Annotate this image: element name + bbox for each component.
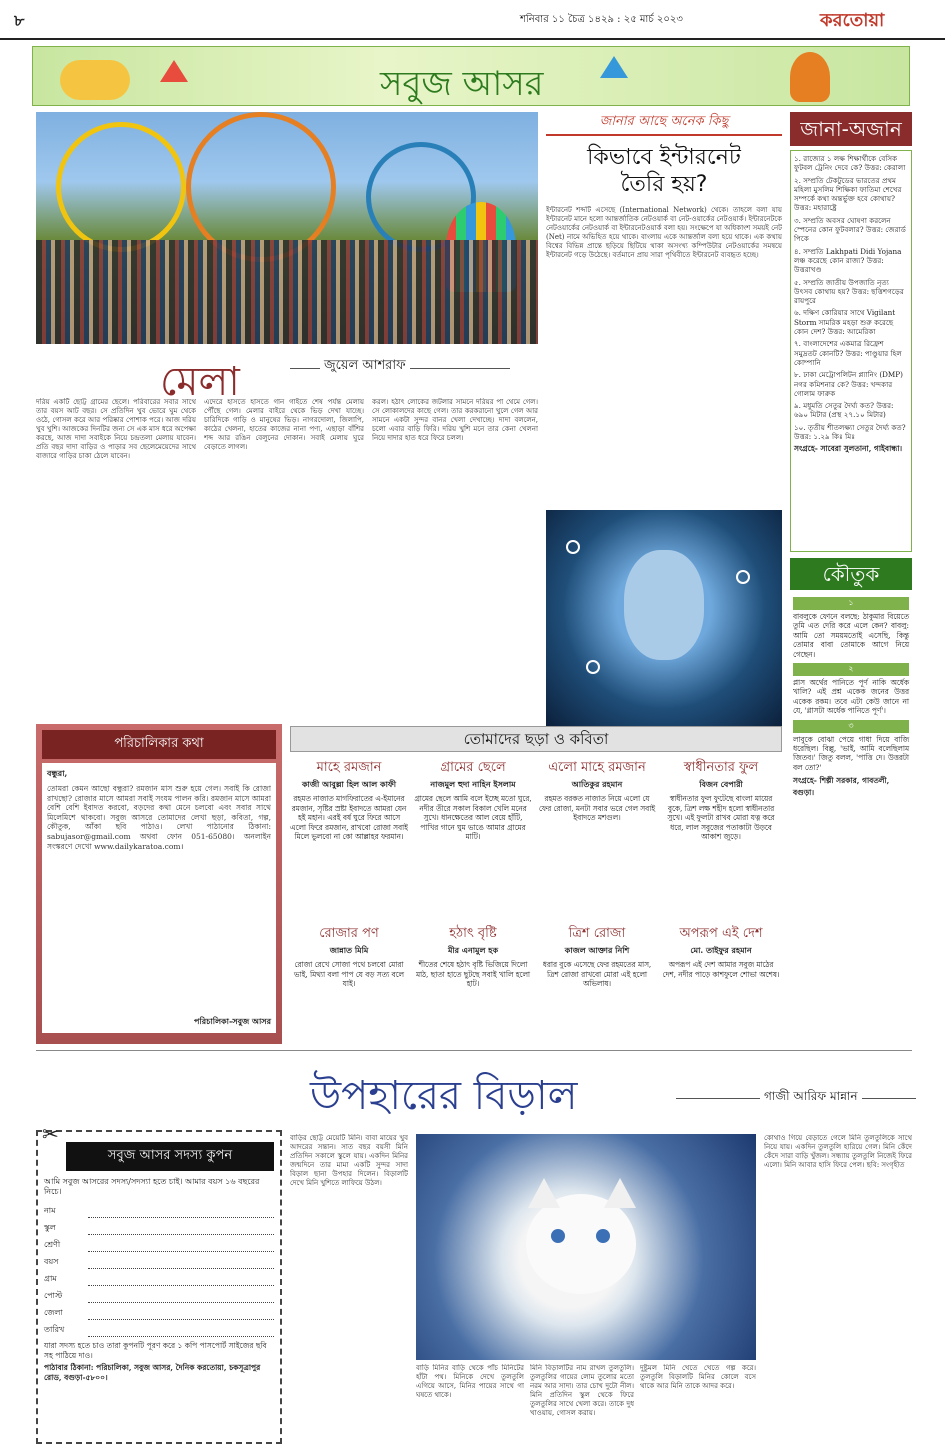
jokes-list bbox=[793, 597, 909, 772]
cartoon-child-icon bbox=[790, 52, 830, 102]
poem-body: অপরূপ এই দেশ আমার সবুজ মাঠের দেশ, নদীর পাড়ে কাশফুলে শোভা অশেষ। bbox=[662, 960, 780, 979]
article-kicker: জানার আছে অনেক কিছু bbox=[546, 112, 782, 136]
poem-author: কাজী আবুল্লা হিল আল কাফী bbox=[301, 779, 397, 789]
coupon-field[interactable] bbox=[44, 1320, 274, 1337]
editor-text-area bbox=[42, 763, 276, 1033]
poem-title: গ্রামের ছেলে bbox=[440, 760, 506, 775]
coupon-field-line[interactable] bbox=[88, 1310, 274, 1320]
coupon-field[interactable] bbox=[44, 1235, 274, 1252]
fair-photo bbox=[36, 112, 538, 344]
editor-sign: পরিচালিকা-সবুজ আসর bbox=[194, 1016, 271, 1026]
poem bbox=[538, 758, 656, 918]
story-title: মেলা bbox=[160, 359, 240, 405]
story-title: উপহারের বিড়াল bbox=[310, 1073, 578, 1119]
joke-text: লাবুকে বোঝা পেয়ে গাধা দিয়ে বাজি ধরেছিল। বিল্লু, 'ভাই, আমি বলেছিলাম জিতব।' জিতু বলল, 'পাত্তি দে। উত্তরটা বল তো?' bbox=[793, 734, 909, 772]
poem-title: মাহে রমজান bbox=[316, 760, 382, 775]
poem bbox=[290, 924, 408, 1044]
story-author: গাজী আরিফ মান্নান bbox=[760, 1088, 862, 1108]
page-number: ৮ bbox=[14, 11, 25, 30]
quiz-item: ১০. তৃতীয় শীতলক্ষ্যা সেতুর দৈর্ঘ্য কত? উত্তর: ১.২৯ কিঃ মিঃ bbox=[794, 422, 906, 442]
poem-author: নাজমুল হুদা নাহিন ইসলাম bbox=[430, 779, 516, 789]
jokes-box bbox=[790, 594, 912, 1042]
coupon-field-line[interactable] bbox=[88, 1327, 274, 1337]
dateline: শনিবার ১১ চৈত্র ১৪২৯ : ২৫ মার্চ ২০২৩ bbox=[520, 14, 683, 25]
poem-title: এলো মাহে রমজান bbox=[548, 760, 646, 775]
quiz-title: জানা-অজান bbox=[790, 112, 912, 146]
poem-title: রোজার পণ bbox=[319, 926, 379, 941]
joke-text: বাবলুকে ফোনে বলছে: ঠাকুমার বিয়েতে তুমি এত দেরি করে এলে কেন? বাবলু: আমি তো সময়মতোই এসেছি, কিন্তু তোমার বাবা তোমাকে আগে নিয়ে গেছেন। bbox=[793, 612, 909, 659]
poem-body: স্বাধীনতার ফুল ফুটেছে বাংলা মায়ের বুকে, ত্রিশ লক্ষ শহীদ হলো স্বাধীনতার সুখে। এই ফুলটা রাখব মোরা যত্ন করে ধরে, লাল সবুজের পতাকাটা উড়বে আকাশ জুড়ে। bbox=[667, 794, 775, 842]
poem-author: আতিকুর রহমান bbox=[571, 779, 623, 789]
editor-salutation: বন্ধুরা, bbox=[47, 768, 68, 778]
banner-title: সবুজ আসর bbox=[380, 64, 544, 104]
top-bar bbox=[0, 0, 945, 40]
poem-author: মো. তাইফুর রহমান bbox=[690, 945, 752, 955]
article-body: ইন্টারনেট শব্দটি এসেছে (International Network) থেকে। তাহলে বলা যায় ইন্টারনেট মানে হলো আন্তর্জাতিক নেটওয়ার্ক বা নেট-ওয়ার্কের নেটওয়ার্ক। ইন্টারনেটকে নেটওয়ার্কের নেটওয়ার্ক বা ইন্টারনেটওয়ার্ক বলা হয়। সংক্ষেপে যা অধিকাংশ সময়ই নেট (Net) নামে অভিহিত হয়ে থাকে। বাংলায় একে আন্তর্জাল বলা হয়ে থাকে। এক কথায় বিশ্বের বিভিন্ন প্রান্তে ছড়িয়ে ছিটিয়ে থাকা অসংখ্য কম্পিউটার নেটওয়ার্কের সমন্বয়ে ইন্টারনেট গড়ে উঠেছে। বর্তমানে প্রায় সারা পৃথিবীতে ইন্টারনেট ব্যবহৃত হচ্ছে। bbox=[546, 206, 782, 259]
story-column: বাড়ি মিনির বাড়ি থেকে পাঁচ মিনিটের হাঁটা পথ। মিনিকে দেখে তুলতুলি এগিয়ে আসে, মিনির পায়ের সাথে গা ঘষতে থাকে। bbox=[416, 1364, 524, 1399]
coupon-field-line[interactable] bbox=[88, 1276, 274, 1286]
story-column: করল। হঠাৎ লোকের জটলার সামনে দরিয়র পা থেমে গেল। সে লোকালদের কাছে গেল। তার করকরানো খুলে গেল আর সামনে একটা সুন্দর বানর খেলা দেখাচ্ছে। দাদা বললেন, চলো এবার বাড়ি ফিরি। দরিয় খুশি মনে তার কেনা খেলনা নিয়ে দাদার হাত ধরে ফিরে চলল। bbox=[372, 398, 538, 442]
quiz-box bbox=[790, 150, 912, 552]
quiz-item: ৮. ঢাকা মেট্রোপলিটন প্ল্যানিং (DMP) নগর কমিশনার কে? উত্তর: খন্দকার গোলাম ফারুক bbox=[794, 370, 903, 398]
coupon-field[interactable] bbox=[44, 1218, 274, 1235]
poem-title: স্বাধীনতার ফুল bbox=[683, 760, 759, 775]
joke-item bbox=[793, 663, 909, 716]
quiz-item: ৪. সম্প্রতি Lakhpati Didi Yojana লঞ্চ করেছে কোন রাজ্য? উত্তর: উত্তরাখণ্ড bbox=[794, 246, 902, 275]
coupon-field-label: গ্রাম bbox=[44, 1274, 57, 1283]
quiz-item: ৫. সম্প্রতি জাতীয় উপজাতি নৃত্য উৎসব কোথায় হয়? উত্তর: ছত্তিশগড়ের রায়পুরে bbox=[794, 277, 904, 306]
coupon-note: যারা সদস্য হতে চাও তারা কুপনটি পূরণ করে ১ কপি পাসপোর্ট সাইজের ছবি সহ পাঠিয়ে দাও। bbox=[44, 1341, 267, 1360]
poem-body: ধরার বুকে এসেছে ফের রহমতের মাস, ত্রিশ রোজা রাখবো মোরা এই হলো অভিলাষ। bbox=[542, 960, 652, 989]
coupon-fields bbox=[44, 1201, 274, 1337]
poem bbox=[414, 924, 532, 1044]
story-column: কোথাও গিয়ে বেড়াতে গেলে মিনি তুলতুলিকে সাথে নিয়ে যায়। একদিন তুলতুলি হারিয়ে গেল। মিনি কেঁদে কেঁদে সারা বাড়ি খুঁজল। সন্ধ্যায় তুলতুলি নিজেই ফিরে এলো। মিনি আবার হাসি ফিরে পেল। ছবি: সংগৃহীত bbox=[764, 1134, 912, 1169]
coupon-field-label: জেলা bbox=[44, 1308, 63, 1317]
joke-item bbox=[793, 720, 909, 773]
poem-author: বিজন বেপারী bbox=[699, 779, 743, 789]
coupon-field-label: শ্রেণী bbox=[44, 1240, 61, 1249]
poem bbox=[662, 758, 780, 918]
story-column: দুষ্টুমল মিনি খেতে খেতে গল্প করে। তুলতুলি বিড়ালটি মিনির কোলে বসে থাকে আর মিনি তাকে আদর করে। bbox=[640, 1364, 756, 1390]
scissors-icon: ✂ bbox=[42, 1122, 59, 1146]
poem-body: রোজা রেখে সোজা পথে চলবো মোরা ভাই, মিথ্যা বলা পাপ যে বড় সত্য বলে যাই। bbox=[294, 960, 404, 989]
joke-number: ১ bbox=[793, 597, 909, 610]
poem bbox=[290, 758, 408, 918]
coupon-field-line[interactable] bbox=[88, 1208, 274, 1218]
coupon-field-label: নাম bbox=[44, 1206, 56, 1215]
coupon-field[interactable] bbox=[44, 1286, 274, 1303]
member-coupon bbox=[36, 1122, 282, 1444]
coupon-field-line[interactable] bbox=[88, 1225, 274, 1235]
coupon-address: পাঠাবার ঠিকানা: পরিচালিকা, সবুজ আসর, দৈনিক করতোয়া, চকসূত্রাপুর রোড, বগুড়া-৫৮০০। bbox=[44, 1363, 261, 1382]
poem-author: মীর এনামুল হক bbox=[447, 945, 499, 955]
story-column: বাড়ির ছোট্ট মেয়েটি মিনি। বাবা মায়ের খুব আদরের সন্তান। সাত বছর বয়সী মিনি প্রতিদিন সকালে স্কুলে যায়। একদিন মিনির জন্মদিনে তার মামা একটি সুন্দর সাদা বিড়াল ছানা উপহার দিলেন। বিড়ালটি দেখে মিনি খুশিতে লাফিয়ে উঠল। bbox=[290, 1134, 408, 1187]
poems-header: তোমাদের ছড়া ও কবিতা bbox=[290, 726, 782, 752]
coupon-field[interactable] bbox=[44, 1201, 274, 1218]
coupon-intro: আমি সবুজ আসরের সদস্য/সদস্যা হতে চাই। আমার বয়স ১৬ বছরের নিচে। bbox=[44, 1177, 260, 1196]
coupon-field[interactable] bbox=[44, 1303, 274, 1320]
joke-number: ৩ bbox=[793, 720, 909, 733]
poem bbox=[414, 758, 532, 918]
poem-author: কাজল আক্তার নিশি bbox=[564, 945, 630, 955]
quiz-item: ৯. মধুমতি সেতুর দৈর্ঘ্য কত? উত্তর: ৬৯০ মিটার (প্রস্থ ২৭.১০ মিটার) bbox=[794, 401, 894, 420]
poem-title: ত্রিশ রোজা bbox=[568, 926, 626, 941]
jokes-credit: সংগ্রহে- শিল্পী সরকার, গাবতলী, বগুড়া। bbox=[793, 776, 890, 798]
coupon-field-label: তারিখ bbox=[44, 1325, 65, 1334]
poem-body: রহমত বরকত নাজাত নিয়ে এলো যে ফের রোজা, মনটা সবার ভরে গেল সবাই ইবাদতে মশগুল। bbox=[538, 794, 656, 823]
joke-number: ২ bbox=[793, 663, 909, 676]
story-column: দরিয় একটি ছোট্ট গ্রামের ছেলে। পরিবারের সবার সাথে তার বয়স আট বছর। সে প্রতিদিন খুব ভোরে ঘুম থেকে ওঠে, গোসল করে আর পরিষ্কার পোশাক পরে। আজ দরিয় খুব খুশি। আজকের দিনটির জন্য সে এক মাস ধরে অপেক্ষা করছে, আজ দাদা সবাইকে নিয়ে চন্দ্রতলা মেলায় যাবেন। প্রতি বছর দাদা বাড়ির ও পাড়ার সব ছেলেমেয়েদের সাথে বাজারে গাড়ির চাকা ঠেলে যাবেন। bbox=[36, 398, 196, 460]
coupon-title: সবুজ আসর সদস্য কুপন bbox=[66, 1142, 274, 1171]
article-title bbox=[546, 144, 782, 198]
poem bbox=[662, 924, 780, 1044]
poem-body: শীতের শেষে হঠাৎ বৃষ্টি ভিজিয়ে দিলো মাঠ, ছাতা হাতে ছুটছে সবাই খালি হলো হাট। bbox=[415, 960, 531, 989]
poem-author: জান্নাত মিমি bbox=[329, 945, 369, 955]
coupon-field-line[interactable] bbox=[88, 1242, 274, 1252]
quiz-item: ২. সম্প্রতি টেকটুডের ভারতের প্রথম মহিলা মুসলিম শিক্ষিকা ফাতিমা শেখের সম্পর্কে কথা অন্তর্ভুক্ত হবে কোথায়? উত্তর: মহারাষ্ট্রে bbox=[794, 175, 902, 213]
poem-title: হঠাৎ বৃষ্টি bbox=[449, 926, 497, 941]
quiz-item: ৬. দক্ষিণ কোরিয়ার সাথে Vigilant Storm সামরিক মহড়া শুরু করেছে কোন দেশ? উত্তর: আমেরিকা bbox=[794, 308, 896, 337]
quiz-item: ১. রাজ্যের ১ লক্ষ শিক্ষার্থীকে বেসিক ফুটবল ট্রেনিং দেবে কে? উত্তর: কেরালা bbox=[794, 154, 906, 173]
coupon-field[interactable] bbox=[44, 1252, 274, 1269]
coupon-field-line[interactable] bbox=[88, 1293, 274, 1303]
jokes-title: কৌতুক bbox=[790, 558, 912, 590]
coupon-field-label: স্কুল bbox=[44, 1223, 56, 1232]
editor-body: তোমরা কেমন আছো বন্ধুরা? রমজান মাস শুরু হয়ে গেল। সবাই কি রোজা রাখছো? রোজার মাসে আমরা সবাই সংযম পালন করি। রমজান মাসে আমরা বেশি বেশি ইবাদত করবো, বড়দের কথা মেনে চলবো এবং সবার সাথে মিলেমিশে থাকবো। সবুজ আসরে তোমাদের লেখা ছড়া, কবিতা, গল্প, কৌতুক, আঁকা ছবি পাঠাও। লেখা পাঠানোর ঠিকানা: sabujasor@gmail.com অথবা ফোন 051-65080। অনলাইন সংস্করণে দেখো www.dailykaratoa.com। bbox=[47, 784, 271, 851]
quiz-credit: সংগ্রহে- সাবেরা সুলতানা, গাইবান্ধা। bbox=[794, 444, 903, 454]
joke-item bbox=[793, 597, 909, 659]
poem-body: গ্রামের ছেলে আমি বলে ইচ্ছে মতো ঘুরে, নদীর তীরে সকাল বিকাল খেলি মনের সুখে। ধানক্ষেতের আল বেয়ে হাঁটি, পাখির গানে ঘুম ভাঙে আমার গ্রামের মাটি। bbox=[414, 794, 532, 842]
kite-icon bbox=[160, 60, 188, 82]
kite-icon bbox=[600, 56, 628, 78]
article-title-line: কিভাবে ইন্টারনেট bbox=[587, 145, 741, 170]
quiz-item: ৭. বাংলাদেশের একমাত্র রিফ্রেশ সমুদ্রতট কোনটি? উত্তর: পাণ্ডুয়ার হিল কোম্পানি bbox=[794, 339, 902, 367]
kitten-photo bbox=[416, 1134, 756, 1360]
coupon-field-label: বয়স bbox=[44, 1257, 59, 1266]
quiz-list bbox=[794, 154, 908, 441]
poems-area bbox=[290, 758, 782, 1046]
joke-text: প্লাস অর্থের পানিতে পূর্ণ নাকি অর্ধেক খালি? এই প্রশ্ন একেক জনের উত্তর একেক রকম। তবে এটা কেউ জানে না যে, 'গ্লাসটা অর্ধেক পানিতে পূর্ণ'। bbox=[793, 678, 909, 716]
story-column: এদেরে হাসতে হাসতে গান গাইতে শেষ পর্যন্ত মেলায় পৌঁছে গেল। মেলার বাইরে থেকে ভিড় দেখা যাচ্ছে। চারিদিকে গাড়ি ও মানুষের ভিড়। নাগরদোলা, জিলাপি, কাঠের খেলনা, হাতের কাজের নানা পণ্য, এছাড়া বাঁশির শব্দ আর রঙিন বেলুনের দোকান। সবাই মেলায় ঘুরে বেড়াতে লাগল। bbox=[204, 398, 364, 451]
logo: করতোয়া bbox=[820, 10, 885, 31]
coupon-field-line[interactable] bbox=[88, 1259, 274, 1269]
cartoon-kids-icon bbox=[60, 60, 130, 100]
editor-title: পরিচালিকার কথা bbox=[42, 730, 276, 759]
coupon-field[interactable] bbox=[44, 1269, 274, 1286]
poem-body: রহমত নাজাত মাগফিরাতের এ-ইমানের রমজান, সৃষ্টির স্রষ্টা ইবাদতে আমরা যেন হই মহান। এরই বর্ষ ঘুরে ফিরে আসে এলো ফিরে রমজান, রাখবো রোজা সবাই মিলে ভুলবো না কো আল্লাহর ফরমান। bbox=[290, 794, 408, 842]
digital-face-image bbox=[546, 510, 782, 728]
article-title-line: তৈরি হয়? bbox=[620, 172, 708, 197]
poem bbox=[538, 924, 656, 1044]
editor-box bbox=[36, 724, 282, 1044]
story-column: মিনি বিড়ালটির নাম রাখল তুলতুলি। তুলতুলির গায়ের লোম তুলোর মতো নরম আর সাদা। তার চোখ দুটো নীল। মিনি প্রতিদিন স্কুল থেকে ফিরে তুলতুলির সাথে খেলা করে। তাকে দুধ খাওয়ায়, গোসল করায়। bbox=[530, 1364, 634, 1417]
story-author: জুয়েল আশরাফ bbox=[320, 356, 410, 377]
quiz-item: ৩. সম্প্রতি অবসর ঘোষণা করলেন স্পেনের কোন ফুটবলার? উত্তর: জেরার্ড পিকে bbox=[794, 215, 906, 244]
coupon-field-label: পোস্ট bbox=[44, 1291, 63, 1300]
poem-title: অপরূপ এই দেশ bbox=[679, 926, 763, 941]
